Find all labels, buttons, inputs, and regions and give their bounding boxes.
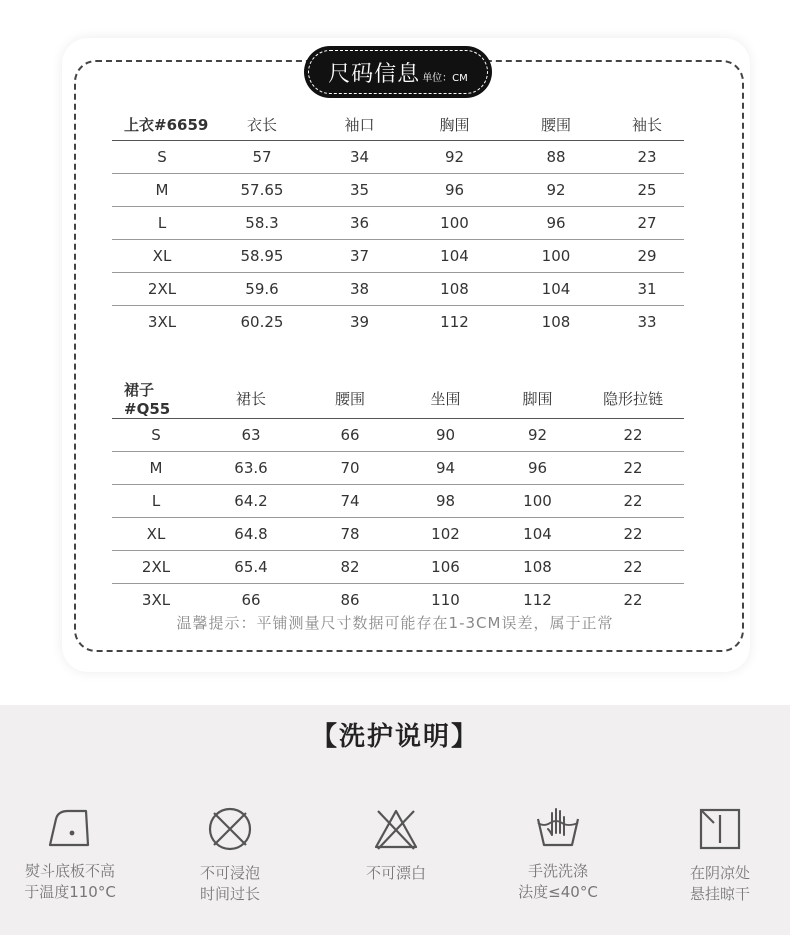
top-table-header-cell: 上衣#6659 bbox=[112, 108, 212, 141]
skirt-table-value-cell: 63.6 bbox=[200, 452, 302, 485]
skirt-table-header-cell: 隐形拉链 bbox=[582, 379, 684, 419]
care-title: 【洗护说明】 bbox=[310, 722, 479, 752]
skirt-table-value-cell: 70 bbox=[302, 452, 398, 485]
skirt-table-size-cell: M bbox=[112, 452, 200, 485]
top-table-value-cell: 92 bbox=[502, 174, 610, 207]
top-table-value-cell: 29 bbox=[610, 240, 684, 273]
top-table-value-cell: 36 bbox=[312, 207, 407, 240]
skirt-table-value-cell: 86 bbox=[340, 591, 360, 609]
top-table-header-cell: 胸围 bbox=[407, 108, 502, 141]
skirt-table-header-cell: 坐围 bbox=[398, 379, 493, 419]
skirt-table-value-cell: 22 bbox=[582, 485, 684, 518]
care-item-no-soak bbox=[155, 805, 305, 905]
size-unit: 单位：CM bbox=[422, 72, 468, 84]
top-table-value-cell: 34 bbox=[312, 141, 407, 174]
top-size-table bbox=[112, 108, 684, 338]
top-table-value-cell: 59.6 bbox=[212, 273, 312, 306]
skirt-table-value-cell: 66 bbox=[302, 419, 398, 452]
top-table-value-cell: 104 bbox=[502, 273, 610, 306]
skirt-table-value-cell: 78 bbox=[302, 518, 398, 551]
care-item-no-bleach bbox=[321, 805, 471, 884]
skirt-table-value-cell: 108 bbox=[493, 551, 582, 584]
skirt-table-size-cell: XL bbox=[112, 518, 200, 551]
skirt-table-value-cell: 22 bbox=[623, 591, 643, 609]
top-table-value-cell: 92 bbox=[407, 141, 502, 174]
skirt-table-row bbox=[112, 551, 684, 584]
top-table-size-cell: 2XL bbox=[112, 273, 212, 306]
top-table-size-cell: 3XL bbox=[147, 313, 177, 331]
skirt-size-table bbox=[112, 379, 684, 616]
care-label-line-dry: 在阴凉处 悬挂晾干 bbox=[689, 864, 750, 903]
skirt-table-header-row bbox=[112, 379, 684, 419]
skirt-table-value-cell: 74 bbox=[302, 485, 398, 518]
skirt-table-value-cell: 64.2 bbox=[200, 485, 302, 518]
top-table-size-cell: XL bbox=[112, 240, 212, 273]
skirt-table-size-cell: S bbox=[112, 419, 200, 452]
top-table-value-cell: 60.25 bbox=[240, 313, 284, 331]
skirt-table-header-cell: 腰围 bbox=[302, 379, 398, 419]
skirt-table-header-cell: 脚围 bbox=[493, 379, 582, 419]
top-table-row bbox=[112, 207, 684, 240]
top-table-size-cell: S bbox=[112, 141, 212, 174]
top-table-header-cell: 袖长 bbox=[610, 108, 684, 141]
skirt-table-value-cell: 22 bbox=[582, 518, 684, 551]
no-soak-icon bbox=[206, 805, 254, 853]
top-table-row bbox=[112, 141, 684, 174]
skirt-table-value-cell: 63 bbox=[200, 419, 302, 452]
skirt-table-row bbox=[112, 485, 684, 518]
skirt-table-size-cell: 2XL bbox=[112, 551, 200, 584]
care-item-hand-wash bbox=[483, 805, 633, 903]
skirt-table-value-cell: 22 bbox=[582, 419, 684, 452]
top-table-header-cell: 腰围 bbox=[502, 108, 610, 141]
top-table-value-cell: 108 bbox=[541, 313, 571, 331]
top-table-value-cell: 104 bbox=[407, 240, 502, 273]
care-label-no-bleach: 不可漂白 bbox=[365, 864, 426, 882]
top-table-row bbox=[112, 273, 684, 306]
measurement-note: 温馨提示：平铺测量尺寸数据可能存在1-3CM误差，属于正常 bbox=[176, 614, 614, 632]
top-table-value-cell: 27 bbox=[610, 207, 684, 240]
skirt-table-value-cell: 96 bbox=[493, 452, 582, 485]
top-table-value-cell: 25 bbox=[610, 174, 684, 207]
top-table-size-cell: M bbox=[112, 174, 212, 207]
top-table-value-cell: 38 bbox=[312, 273, 407, 306]
top-table-value-cell: 31 bbox=[610, 273, 684, 306]
top-table-value-cell: 35 bbox=[312, 174, 407, 207]
skirt-table-value-cell: 65.4 bbox=[200, 551, 302, 584]
top-table-value-cell: 23 bbox=[610, 141, 684, 174]
top-table-size-cell: L bbox=[112, 207, 212, 240]
skirt-table-value-cell: 102 bbox=[398, 518, 493, 551]
top-table-value-cell: 100 bbox=[407, 207, 502, 240]
care-label-hand-wash: 手洗洗涤 法度≤40°C bbox=[518, 862, 598, 901]
top-table-value-cell: 88 bbox=[502, 141, 610, 174]
skirt-table-value-cell: 92 bbox=[493, 419, 582, 452]
size-title: 尺码信息 bbox=[328, 61, 421, 87]
skirt-table-value-cell: 100 bbox=[493, 485, 582, 518]
top-table-row bbox=[112, 240, 684, 273]
top-table-value-cell: 57.65 bbox=[212, 174, 312, 207]
skirt-table-row bbox=[112, 518, 684, 551]
top-table-header-cell: 衣长 bbox=[212, 108, 312, 141]
skirt-table-row bbox=[112, 452, 684, 485]
no-bleach-icon bbox=[372, 805, 420, 853]
skirt-table-value-cell: 82 bbox=[302, 551, 398, 584]
skirt-table-value-cell: 98 bbox=[398, 485, 493, 518]
skirt-table-header-cell: 裙子#Q55 bbox=[112, 379, 200, 419]
top-table-value-cell: 112 bbox=[440, 313, 469, 331]
care-item-line-dry bbox=[645, 805, 790, 905]
top-table-value-cell: 39 bbox=[349, 313, 370, 331]
top-table-header-cell: 袖口 bbox=[312, 108, 407, 141]
skirt-table-value-cell: 64.8 bbox=[200, 518, 302, 551]
skirt-table-value-cell: 104 bbox=[493, 518, 582, 551]
top-table-value-cell: 100 bbox=[502, 240, 610, 273]
size-title-badge bbox=[304, 46, 492, 98]
top-table-value-cell: 108 bbox=[407, 273, 502, 306]
top-table-value-cell: 33 bbox=[637, 313, 657, 331]
top-table-header-row bbox=[112, 108, 684, 141]
skirt-table-size-cell: L bbox=[112, 485, 200, 518]
care-item-iron bbox=[0, 805, 145, 903]
top-table-value-cell: 96 bbox=[407, 174, 502, 207]
skirt-table-value-cell: 110 bbox=[431, 591, 460, 609]
top-table-value-cell: 96 bbox=[502, 207, 610, 240]
top-table-value-cell: 58.3 bbox=[212, 207, 312, 240]
top-table-value-cell: 37 bbox=[312, 240, 407, 273]
top-table-value-cell: 58.95 bbox=[212, 240, 312, 273]
iron-icon bbox=[46, 805, 94, 851]
skirt-table-size-cell: 3XL bbox=[141, 591, 171, 609]
hand-wash-icon bbox=[532, 805, 584, 851]
skirt-table-value-cell: 94 bbox=[398, 452, 493, 485]
skirt-table-header-cell: 裙长 bbox=[200, 379, 302, 419]
skirt-table-value-cell: 112 bbox=[523, 591, 552, 609]
line-dry-shade-icon bbox=[696, 805, 744, 853]
care-label-no-soak: 不可浸泡 时间过长 bbox=[199, 864, 260, 903]
top-table-row bbox=[112, 306, 684, 339]
top-table-row bbox=[112, 174, 684, 207]
care-label-iron: 熨斗底板不高 于温度110°C bbox=[24, 862, 116, 901]
skirt-table-value-cell: 22 bbox=[582, 551, 684, 584]
skirt-table-row bbox=[112, 419, 684, 452]
skirt-table-value-cell: 90 bbox=[398, 419, 493, 452]
top-table-value-cell: 57 bbox=[212, 141, 312, 174]
skirt-table-value-cell: 22 bbox=[582, 452, 684, 485]
skirt-table-value-cell: 106 bbox=[398, 551, 493, 584]
skirt-table-value-cell: 66 bbox=[241, 591, 261, 609]
